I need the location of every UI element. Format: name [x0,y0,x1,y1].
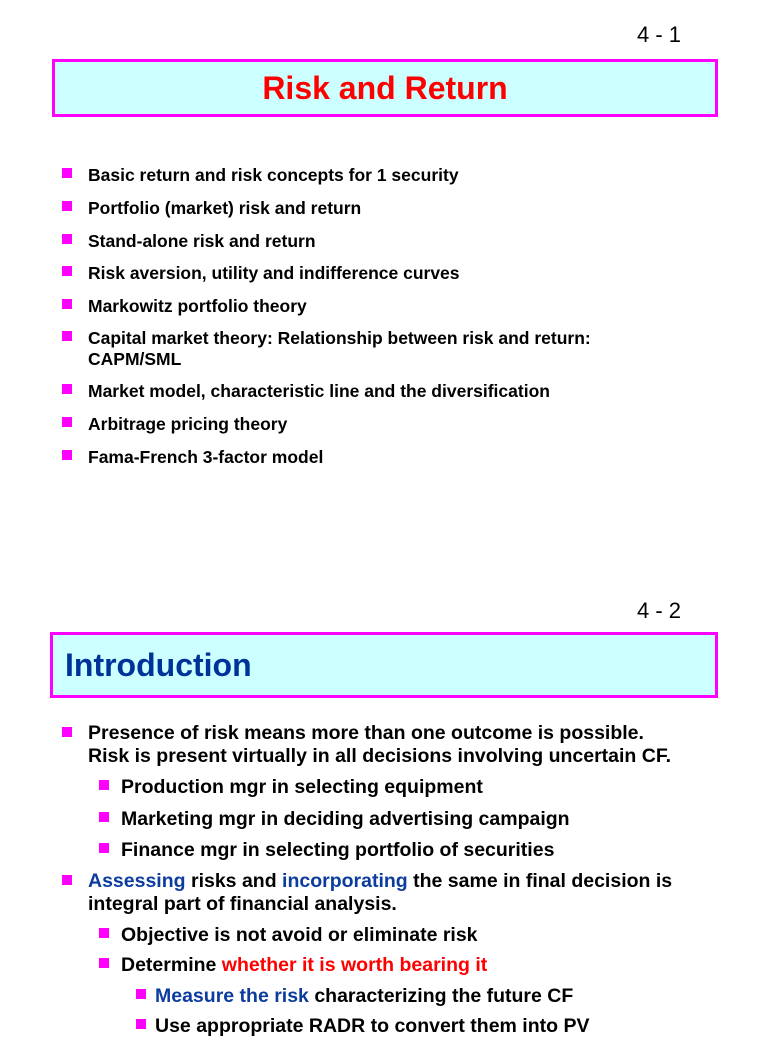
text-characterizing: characterizing the future CF [308,985,574,1007]
bullet-marker [62,299,72,309]
sub-sub-bullet-text [155,985,573,1008]
bullet-marker [62,234,72,244]
highlight-incorporating: incorporating [282,870,408,892]
bullet-text: Presence of risk means more than one outcome is possible. [88,722,644,744]
bullet-text: Arbitrage pricing theory [88,414,288,434]
bullet-marker [62,384,72,394]
slide-title: Risk and Return [262,69,508,106]
sub-sub-bullet-marker [136,1019,146,1029]
slide-number: 4 - 1 [637,22,682,47]
bullet-text: Risk aversion, utility and indifference curves [88,263,460,283]
slide-title: Introduction [65,646,252,683]
text-risks-and: risks and [185,870,283,892]
bullet-marker [62,266,72,276]
bullet-text-continuation: CAPM/SML [88,349,182,369]
bullet-marker [62,168,72,178]
bullet-text: Capital market theory: Relationship between risk and return: [88,328,591,348]
bullet-text [88,870,672,893]
bullet-text: Fama-French 3-factor model [88,447,324,467]
sub-bullet-marker [99,928,109,938]
bullet-marker [62,727,72,737]
text-rest: the same in final decision is [407,870,673,892]
slide-title-box [50,632,718,698]
sub-bullet-marker [99,958,109,968]
sub-bullet-text: Finance mgr in selecting portfolio of securities [121,839,555,861]
bullet-marker [62,331,72,341]
sub-bullet-text: Objective is not avoid or eliminate risk [121,924,478,946]
slide-number: 4 - 2 [637,598,682,623]
bullet-text: Stand-alone risk and return [88,231,316,251]
sub-bullet-text: Marketing mgr in deciding advertising campaign [121,808,570,830]
bullet-text: Market model, characteristic line and the diversification [88,381,550,401]
bullet-marker [62,450,72,460]
sub-bullet-text [121,954,487,977]
bullet-text-continuation: Risk is present virtually in all decisions involving uncertain CF. [88,745,672,767]
bullet-text: Basic return and risk concepts for 1 security [88,165,459,185]
slide-title-box [52,59,718,117]
bullet-text-continuation: integral part of financial analysis. [88,893,397,915]
bullet-marker [62,417,72,427]
bullet-marker [62,875,72,885]
bullet-text: Portfolio (market) risk and return [88,198,362,218]
sub-sub-bullet-text-partial: Use appropriate RADR to convert them into PV [155,1015,590,1037]
highlight-assessing: Assessing [88,870,186,892]
highlight-worth-bearing: whether it is worth bearing it [221,954,488,976]
text-determine: Determine [121,954,222,976]
sub-sub-bullet-marker [136,989,146,999]
sub-bullet-marker [99,780,109,790]
sub-bullet-text: Production mgr in selecting equipment [121,776,483,798]
sub-bullet-marker [99,843,109,853]
bullet-text: Markowitz portfolio theory [88,296,307,316]
bullet-marker [62,201,72,211]
highlight-measure-risk: Measure the risk [155,985,309,1007]
sub-bullet-marker [99,812,109,822]
